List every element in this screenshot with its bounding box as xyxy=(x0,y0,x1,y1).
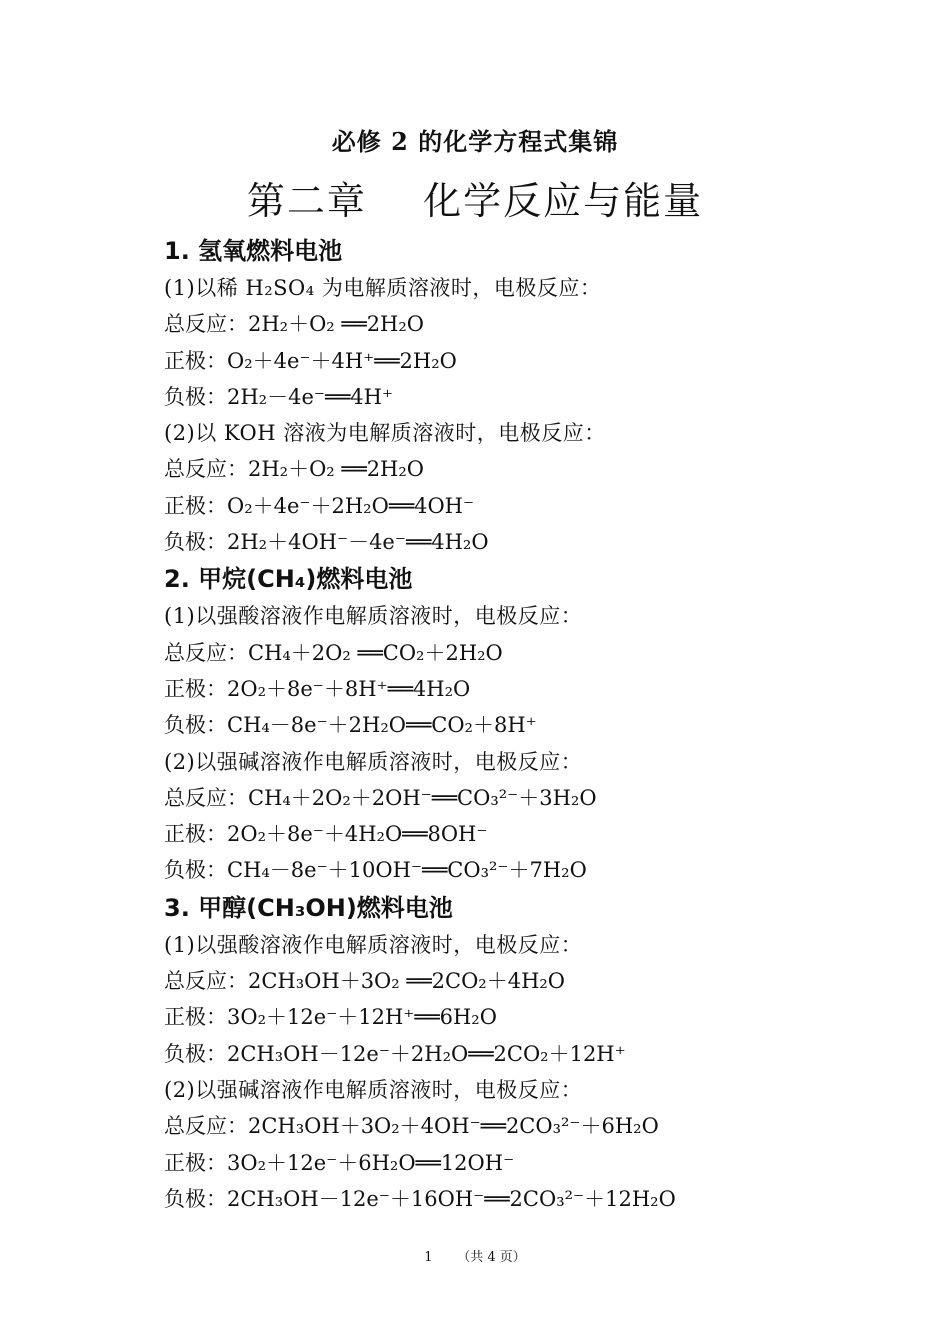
equation-line: 总反应：2H₂＋O₂ ══2H₂O xyxy=(164,312,424,337)
condition-line: (1)以强酸溶液作电解质溶液时，电极反应： xyxy=(164,604,583,629)
condition-line: (2)以 KOH 溶液为电解质溶液时，电极反应： xyxy=(164,421,606,446)
page-footer xyxy=(0,1246,950,1265)
section-methanol-cell xyxy=(164,889,904,1217)
equation-line: 负极：CH₄－8e⁻＋2H₂O══CO₂＋8H⁺ xyxy=(164,713,537,738)
equation-line: 负极：2H₂－4e⁻══4H⁺ xyxy=(164,384,394,409)
section-heading: 3. 甲醇(CH₃OH)燃料电池 xyxy=(164,893,453,922)
equation-line: 正极：2O₂＋8e⁻＋4H₂O══8OH⁻ xyxy=(164,822,488,847)
section-methane-cell xyxy=(164,560,904,888)
condition-line: (1)以强酸溶液作电解质溶液时，电极反应： xyxy=(164,932,583,957)
equation-line: 总反应：CH₄＋2O₂＋2OH⁻══CO₃²⁻＋3H₂O xyxy=(164,785,597,810)
condition-line: (1)以稀 H₂SO₄ 为电解质溶液时，电极反应： xyxy=(164,276,602,300)
equation-line: 正极：O₂＋4e⁻＋2H₂O══4OH⁻ xyxy=(164,493,475,518)
section-hydrogen-oxygen-cell xyxy=(164,232,904,560)
chapter-title: 第二章 化学反应与能量 xyxy=(246,179,704,223)
document-title: 必修 2 的化学方程式集锦 xyxy=(331,127,619,156)
equation-line: 总反应：2CH₃OH＋3O₂＋4OH⁻══2CO₃²⁻＋6H₂O xyxy=(164,1114,659,1139)
section-heading: 1. 氢氧燃料电池 xyxy=(164,237,343,265)
document-body xyxy=(164,232,904,1217)
equation-line: 负极：CH₄－8e⁻＋10OH⁻══CO₃²⁻＋7H₂O xyxy=(164,858,587,883)
condition-line: (2)以强碱溶液作电解质溶液时，电极反应： xyxy=(164,1077,583,1102)
equation-line: 正极：3O₂＋12e⁻＋6H₂O══12OH⁻ xyxy=(164,1150,515,1175)
equation-line: 正极：2O₂＋8e⁻＋8H⁺══4H₂O xyxy=(164,676,471,701)
condition-line: (2)以强碱溶液作电解质溶液时，电极反应： xyxy=(164,749,583,774)
page-number: 1 xyxy=(424,1250,433,1265)
equation-line: 总反应：2H₂＋O₂ ══2H₂O xyxy=(164,457,424,482)
equation-line: 负极：2CH₃OH－12e⁻＋16OH⁻══2CO₃²⁻＋12H₂O xyxy=(164,1186,676,1211)
equation-line: 总反应：CH₄＋2O₂ ══CO₂＋2H₂O xyxy=(164,640,503,665)
equation-line: 负极：2H₂＋4OH⁻－4e⁻══4H₂O xyxy=(164,530,489,555)
equation-line: 负极：2CH₃OH－12e⁻＋2H₂O══2CO₂＋12H⁺ xyxy=(164,1041,626,1066)
equation-line: 总反应：2CH₃OH＋3O₂ ══2CO₂＋4H₂O xyxy=(164,969,566,994)
total-pages: （共 4 页） xyxy=(457,1250,526,1265)
section-heading: 2. 甲烷(CH₄)燃料电池 xyxy=(164,565,413,594)
equation-line: 正极：3O₂＋12e⁻＋12H⁺══6H₂O xyxy=(164,1005,497,1030)
equation-line: 正极：O₂＋4e⁻＋4H⁺══2H₂O xyxy=(164,348,457,373)
